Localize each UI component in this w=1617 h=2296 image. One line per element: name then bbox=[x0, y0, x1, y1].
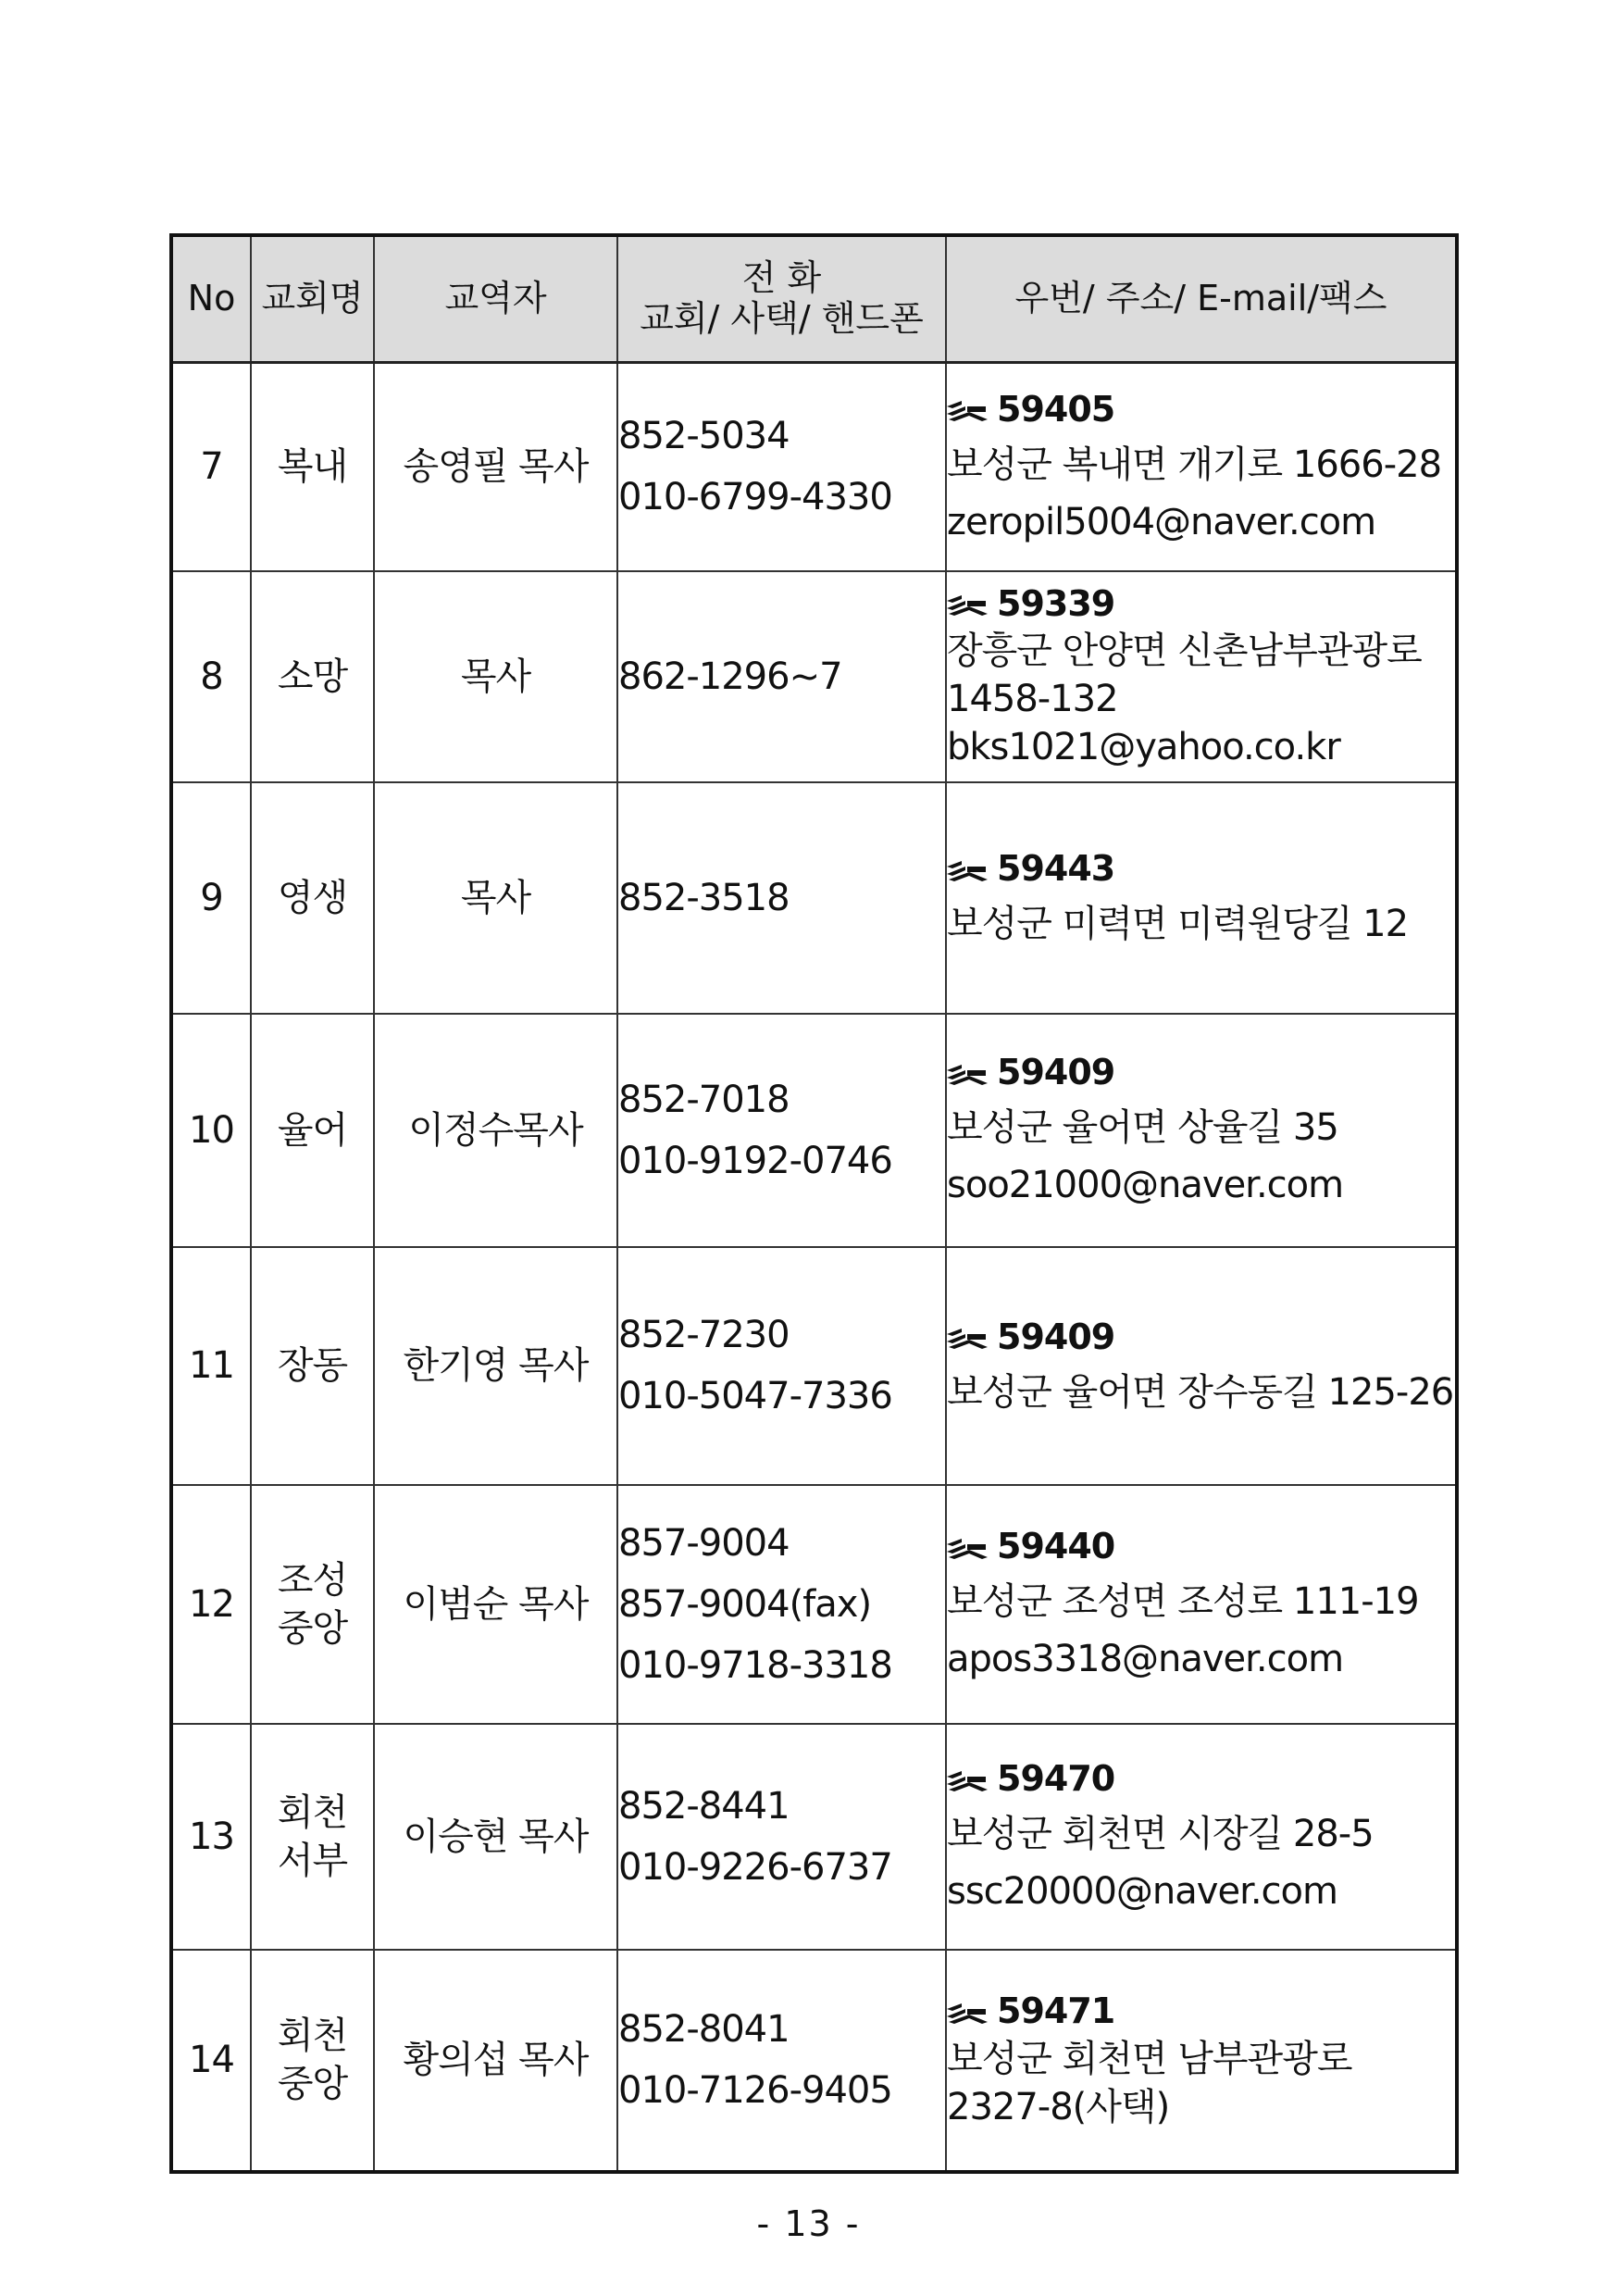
table-row bbox=[171, 1014, 1457, 1247]
church-name bbox=[251, 1950, 374, 2172]
postal-code-text: 59339 bbox=[997, 582, 1115, 624]
table-row bbox=[171, 1724, 1457, 1950]
postal-code-text: 59471 bbox=[997, 1990, 1115, 2032]
postal-code bbox=[947, 1311, 1455, 1364]
mail-icon bbox=[947, 2003, 988, 2024]
row-number: 10 bbox=[171, 1014, 251, 1247]
phone-numbers bbox=[617, 1014, 946, 1247]
phone-number: 852-5034 bbox=[618, 415, 790, 458]
church-name bbox=[251, 1724, 374, 1950]
table-row bbox=[171, 571, 1457, 782]
postal-code-text: 59440 bbox=[997, 1526, 1115, 1566]
postal-code-text: 59409 bbox=[997, 1316, 1115, 1357]
church-name bbox=[251, 1014, 374, 1247]
phone-numbers bbox=[617, 363, 946, 571]
pastor-name bbox=[374, 363, 617, 571]
phone-numbers bbox=[617, 1485, 946, 1724]
table-row bbox=[171, 363, 1457, 571]
address-line: soo21000@naver.com bbox=[947, 1164, 1344, 1206]
phone-number: 852-8441 bbox=[618, 1784, 790, 1828]
church-name-line: 영생 bbox=[277, 876, 348, 919]
row-number: 8 bbox=[171, 571, 251, 782]
address-line: zeropil5004@naver.com bbox=[947, 500, 1376, 543]
header-phone-title: 전 화 bbox=[741, 257, 822, 299]
address-line: 장흥군 안양면 신촌남부관광로 bbox=[947, 630, 1422, 673]
pastor-name bbox=[374, 1950, 617, 2172]
address-line: 보성군 율어면 장수동길 125-26 bbox=[947, 1370, 1454, 1414]
table-row bbox=[171, 1950, 1457, 2172]
church-name bbox=[251, 782, 374, 1014]
pastor-name bbox=[374, 571, 617, 782]
church-name-line: 율어 bbox=[277, 1108, 348, 1152]
phone-numbers bbox=[617, 1247, 946, 1485]
phone-number: 010-9192-0746 bbox=[618, 1139, 892, 1182]
church-name-line: 회천 bbox=[277, 1791, 348, 1834]
pastor-name-text: 이정수목사 bbox=[408, 1108, 583, 1152]
pastor-name-text: 목사 bbox=[460, 655, 531, 698]
postal-code-text: 59443 bbox=[997, 848, 1115, 889]
table-row bbox=[171, 1485, 1457, 1724]
mail-icon bbox=[947, 1329, 988, 1349]
address-line: 보성군 회천면 시장길 28-5 bbox=[947, 1813, 1374, 1855]
header-pastor: 교역자 bbox=[374, 235, 617, 363]
address-cell bbox=[946, 1485, 1457, 1724]
table-row bbox=[171, 1247, 1457, 1485]
church-name bbox=[251, 363, 374, 571]
header-phone bbox=[617, 235, 946, 363]
mail-icon bbox=[947, 1771, 988, 1791]
church-name-line: 회천 bbox=[277, 2015, 348, 2057]
church-name-line: 중앙 bbox=[277, 1606, 348, 1650]
address-line: 보성군 복내면 개기로 1666-28 bbox=[947, 443, 1442, 486]
address-line: 1458-132 bbox=[947, 678, 1118, 721]
header-no: No bbox=[171, 235, 251, 363]
church-name bbox=[251, 571, 374, 782]
header-address: 우번/ 주소/ E-mail/팩스 bbox=[946, 235, 1457, 363]
table-row bbox=[171, 782, 1457, 1014]
phone-numbers bbox=[617, 571, 946, 782]
pastor-name bbox=[374, 1485, 617, 1724]
mail-icon bbox=[947, 595, 988, 616]
address-line: 보성군 회천면 남부관광로 bbox=[947, 2037, 1352, 2080]
phone-number: 010-9718-3318 bbox=[618, 1643, 892, 1687]
phone-number: 010-5047-7336 bbox=[618, 1375, 892, 1417]
phone-number: 010-6799-4330 bbox=[618, 476, 892, 519]
postal-code bbox=[947, 842, 1455, 895]
pastor-name-text: 이승현 목사 bbox=[403, 1815, 589, 1858]
address-line: bks1021@yahoo.co.kr bbox=[947, 726, 1340, 769]
phone-number: 862-1296~7 bbox=[618, 655, 842, 698]
postal-code-text: 59470 bbox=[997, 1758, 1115, 1799]
address-cell bbox=[946, 1724, 1457, 1950]
church-name-line: 복내 bbox=[277, 445, 348, 489]
pastor-name bbox=[374, 782, 617, 1014]
address-cell bbox=[946, 782, 1457, 1014]
address-line: 2327-8(사택) bbox=[947, 2085, 1170, 2128]
pastor-name bbox=[374, 1014, 617, 1247]
postal-code bbox=[947, 581, 1455, 627]
pastor-name-text: 한기영 목사 bbox=[403, 1344, 589, 1387]
pastor-name-text: 송영필 목사 bbox=[403, 445, 589, 489]
address-line: apos3318@naver.com bbox=[947, 1638, 1344, 1680]
phone-number: 857-9004 bbox=[618, 1521, 790, 1565]
address-line: 보성군 율어면 상율길 35 bbox=[947, 1106, 1338, 1149]
address-cell bbox=[946, 571, 1457, 782]
address-cell bbox=[946, 1014, 1457, 1247]
address-line: ssc20000@naver.com bbox=[947, 1870, 1337, 1913]
phone-number: 852-7018 bbox=[618, 1078, 790, 1121]
address-cell bbox=[946, 1247, 1457, 1485]
page-number: - 13 - bbox=[756, 2203, 861, 2244]
phone-number: 010-7126-9405 bbox=[618, 2069, 892, 2112]
church-name-line: 소망 bbox=[277, 655, 348, 698]
row-number: 7 bbox=[171, 363, 251, 571]
postal-code-text: 59409 bbox=[997, 1052, 1115, 1092]
postal-code bbox=[947, 1989, 1455, 2034]
phone-number: 857-9004(fax) bbox=[618, 1582, 872, 1626]
church-name bbox=[251, 1485, 374, 1724]
address-line: 보성군 미력면 미력원당길 12 bbox=[947, 903, 1409, 945]
church-name-line: 중앙 bbox=[277, 2063, 348, 2105]
church-name-line: 조성 bbox=[277, 1558, 348, 1602]
postal-code bbox=[947, 1046, 1455, 1099]
phone-number: 852-3518 bbox=[618, 876, 790, 919]
postal-code bbox=[947, 1753, 1455, 1805]
address-cell bbox=[946, 363, 1457, 571]
church-directory-table bbox=[169, 233, 1459, 2174]
phone-number: 852-7230 bbox=[618, 1314, 790, 1356]
church-name-line: 장동 bbox=[277, 1344, 348, 1387]
header-church: 교회명 bbox=[251, 235, 374, 363]
postal-code bbox=[947, 1520, 1455, 1573]
table-header-row bbox=[171, 235, 1457, 363]
header-phone-sub: 교회/ 사택/ 핸드폰 bbox=[640, 298, 924, 339]
row-number: 9 bbox=[171, 782, 251, 1014]
address-cell bbox=[946, 1950, 1457, 2172]
row-number: 11 bbox=[171, 1247, 251, 1485]
pastor-name-text: 목사 bbox=[460, 876, 531, 919]
church-name-line: 서부 bbox=[277, 1839, 348, 1882]
postal-code bbox=[947, 383, 1455, 436]
phone-numbers bbox=[617, 782, 946, 1014]
mail-icon bbox=[947, 1539, 988, 1559]
pastor-name bbox=[374, 1724, 617, 1950]
pastor-name-text: 황의섭 목사 bbox=[403, 2039, 589, 2081]
phone-number: 852-8041 bbox=[618, 2008, 790, 2051]
row-number: 13 bbox=[171, 1724, 251, 1950]
mail-icon bbox=[947, 861, 988, 881]
row-number: 12 bbox=[171, 1485, 251, 1724]
address-line: 보성군 조성면 조성로 111-19 bbox=[947, 1580, 1419, 1623]
phone-number: 010-9226-6737 bbox=[618, 1845, 892, 1889]
postal-code-text: 59405 bbox=[997, 388, 1115, 430]
pastor-name bbox=[374, 1247, 617, 1485]
phone-numbers bbox=[617, 1724, 946, 1950]
mail-icon bbox=[947, 1065, 988, 1085]
church-name bbox=[251, 1247, 374, 1485]
pastor-name-text: 이범순 목사 bbox=[403, 1582, 589, 1626]
phone-numbers bbox=[617, 1950, 946, 2172]
mail-icon bbox=[947, 401, 988, 421]
row-number: 14 bbox=[171, 1950, 251, 2172]
